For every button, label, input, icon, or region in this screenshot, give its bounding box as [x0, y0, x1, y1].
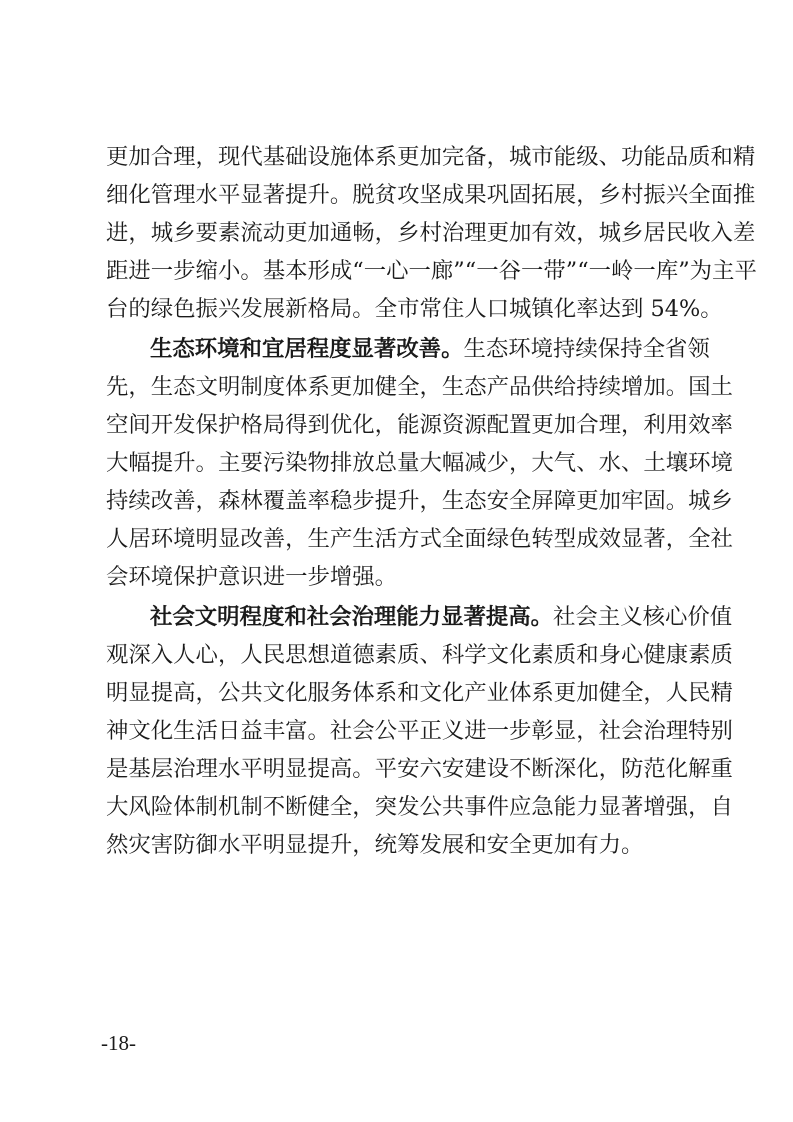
paragraph-3-line-5: 是基层治理水平明显提高。平安六安建设不断深化，防范化解重 [106, 756, 733, 782]
paragraph-1-line-1: 更加合理，现代基础设施体系更加完备，城市能级、功能品质和精 [106, 144, 756, 170]
paragraph-3-line-4: 神文化生活日益丰富。社会公平正义进一步彰显，社会治理特别 [106, 718, 733, 744]
paragraph-1-line-5: 台的绿色振兴发展新格局。全市常住人口城镇化率达到 54%。 [106, 296, 723, 322]
paragraph-3-line-7: 然灾害防御水平明显提升，统筹发展和安全更加有力。 [106, 832, 644, 858]
paragraph-3-heading: 社会文明程度和社会治理能力显著提高。 [150, 604, 554, 630]
paragraph-3-line-6: 大风险体制机制不断健全，突发公共事件应急能力显著增强，自 [106, 794, 733, 820]
paragraph-2-line-4: 大幅提升。主要污染物排放总量大幅减少，大气、水、土壤环境 [106, 450, 733, 476]
paragraph-2-heading: 生态环境和宜居程度显著改善。 [150, 336, 464, 362]
paragraph-2-line-6: 人居环境明显改善，生产生活方式全面绿色转型成效显著，全社 [106, 526, 733, 552]
paragraph-3-first-line-text: 社会主义核心价值 [553, 604, 733, 630]
paragraph-2-line-3: 空间开发保护格局得到优化，能源资源配置更加合理，利用效率 [106, 412, 733, 438]
paragraph-1-line-4: 距进一步缩小。基本形成“一心一廊”“一谷一带”“一岭一库”为主平 [106, 258, 757, 284]
paragraph-3-first-line [150, 597, 733, 637]
paragraph-2-line-7: 会环境保护意识进一步增强。 [106, 564, 398, 590]
paragraph-2-first-line-text: 生态环境持续保持全省领 [463, 336, 710, 362]
paragraph-2-line-5: 持续改善，森林覆盖率稳步提升，生态安全屏障更加牢固。城乡 [106, 488, 733, 514]
paragraph-3-line-2: 观深入人心，人民思想道德素质、科学文化素质和身心健康素质 [106, 642, 733, 668]
paragraph-3-line-3: 明显提高，公共文化服务体系和文化产业体系更加健全，人民精 [106, 680, 733, 706]
page-number: -18- [101, 1031, 136, 1055]
paragraph-1-line-2: 细化管理水平显著提升。脱贫攻坚成果巩固拓展，乡村振兴全面推 [106, 182, 756, 208]
paragraph-1-line-3: 进，城乡要素流动更加通畅，乡村治理更加有效，城乡居民收入差 [106, 220, 756, 246]
paragraph-2-line-2: 先，生态文明制度体系更加健全，生态产品供给持续增加。国土 [106, 374, 733, 400]
paragraph-2-first-line [150, 329, 710, 369]
